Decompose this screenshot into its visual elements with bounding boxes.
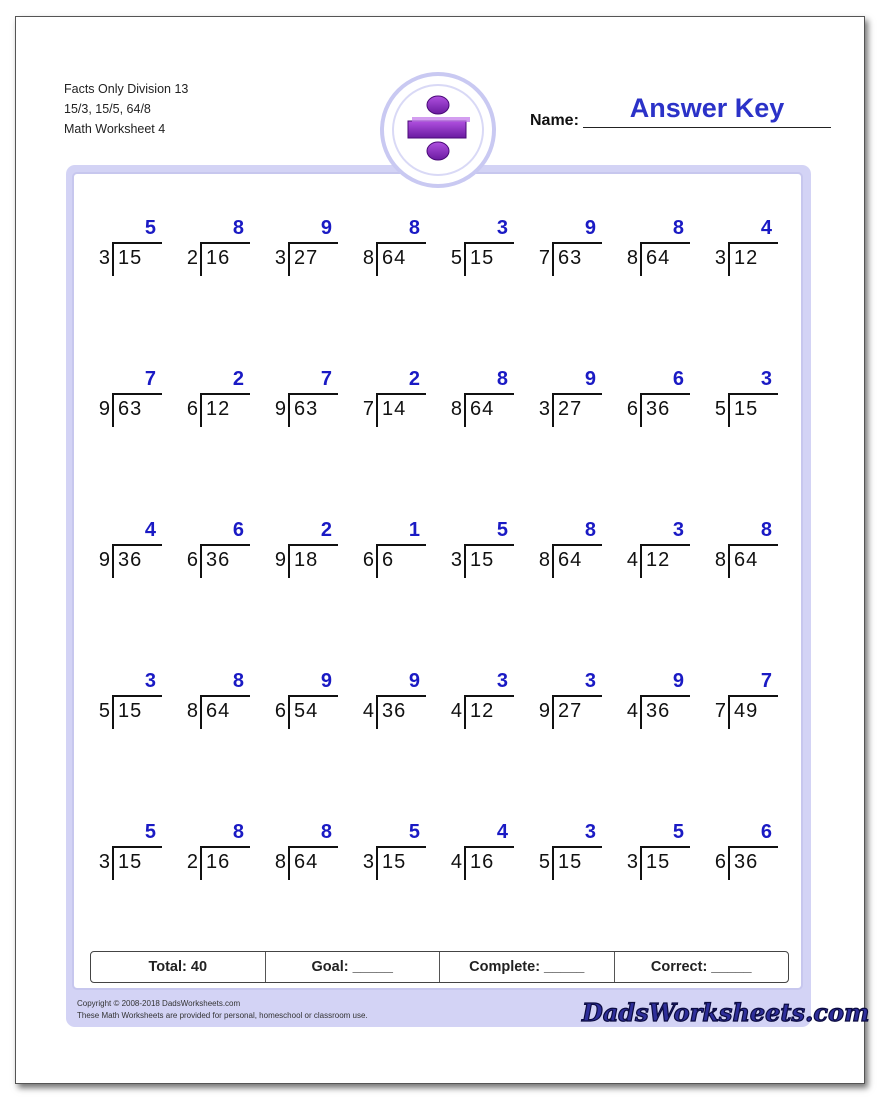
quotient-answer: 5 <box>496 519 508 541</box>
division-problem <box>268 670 338 730</box>
quotient-answer: 9 <box>320 670 332 692</box>
dividend: 54 <box>294 700 319 722</box>
dividend: 64 <box>382 247 407 269</box>
dividend: 64 <box>558 549 583 571</box>
quotient-answer: 5 <box>408 821 420 843</box>
divisor: 5 <box>538 851 550 873</box>
usage-notice: These Math Worksheets are provided for personal, homeschool or classroom use. <box>77 1011 368 1020</box>
division-problem <box>532 217 602 277</box>
quotient-answer: 7 <box>144 368 156 390</box>
dividend: 36 <box>734 851 759 873</box>
dividend: 15 <box>118 851 143 873</box>
division-problem <box>532 670 602 730</box>
division-problem <box>92 217 162 277</box>
quotient-answer: 8 <box>760 519 772 541</box>
division-problem <box>92 519 162 579</box>
divisor: 8 <box>362 247 374 269</box>
quotient-answer: 9 <box>408 670 420 692</box>
divisor: 5 <box>450 247 462 269</box>
division-problem <box>444 519 514 579</box>
division-problem <box>268 821 338 881</box>
division-problem <box>92 368 162 428</box>
quotient-answer: 3 <box>584 670 596 692</box>
dadsworksheets-logo <box>576 992 870 1032</box>
dividend: 27 <box>558 700 583 722</box>
divisor: 9 <box>98 398 110 420</box>
divisor: 8 <box>186 700 198 722</box>
copyright-line: Copyright © 2008-2018 DadsWorksheets.com <box>77 999 241 1008</box>
worksheet-page <box>15 16 870 1084</box>
division-problem <box>620 670 690 730</box>
divisor: 4 <box>362 700 374 722</box>
dividend: 15 <box>646 851 671 873</box>
division-problem <box>356 217 426 277</box>
division-problem <box>620 368 690 428</box>
division-problem <box>620 821 690 881</box>
divisor: 7 <box>714 700 726 722</box>
quotient-answer: 1 <box>408 519 420 541</box>
divisor: 7 <box>362 398 374 420</box>
divisor: 6 <box>626 398 638 420</box>
divisor: 9 <box>274 398 286 420</box>
dividend: 14 <box>382 398 407 420</box>
worksheet-number: Math Worksheet 4 <box>64 122 166 136</box>
division-problem <box>180 821 250 881</box>
quotient-answer: 4 <box>496 821 508 843</box>
dividend: 36 <box>206 549 231 571</box>
dividend: 27 <box>294 247 319 269</box>
quotient-answer: 8 <box>320 821 332 843</box>
quotient-answer: 3 <box>496 670 508 692</box>
division-problem <box>708 519 778 579</box>
division-problem <box>708 217 778 277</box>
divisor: 4 <box>450 700 462 722</box>
divisor: 9 <box>274 549 286 571</box>
division-problem <box>620 217 690 277</box>
dividend: 64 <box>646 247 671 269</box>
score-complete: Complete: _____ <box>440 952 615 982</box>
division-problem <box>180 519 250 579</box>
score-bar <box>90 951 789 983</box>
division-problem <box>268 368 338 428</box>
divisor: 6 <box>362 549 374 571</box>
divisor: 9 <box>98 549 110 571</box>
dividend: 16 <box>206 247 231 269</box>
answer-key-title: Answer Key <box>629 93 785 123</box>
divisor: 2 <box>186 247 198 269</box>
dividend: 36 <box>646 398 671 420</box>
divisor: 3 <box>714 247 726 269</box>
division-icon <box>402 90 474 170</box>
divisor: 3 <box>538 398 550 420</box>
dividend: 12 <box>734 247 759 269</box>
division-problem <box>92 821 162 881</box>
division-problem <box>532 368 602 428</box>
divisor: 4 <box>450 851 462 873</box>
dividend: 49 <box>734 700 759 722</box>
divisor: 7 <box>538 247 550 269</box>
quotient-answer: 8 <box>584 519 596 541</box>
division-problem <box>356 670 426 730</box>
quotient-answer: 9 <box>320 217 332 239</box>
logo-text: DadsWorksheets.com <box>582 998 870 1027</box>
division-problem <box>444 217 514 277</box>
quotient-answer: 7 <box>760 670 772 692</box>
quotient-answer: 5 <box>144 821 156 843</box>
quotient-answer: 8 <box>232 670 244 692</box>
division-problem <box>92 670 162 730</box>
quotient-answer: 5 <box>672 821 684 843</box>
dividend: 36 <box>646 700 671 722</box>
division-problem <box>180 670 250 730</box>
dividend: 6 <box>382 549 395 571</box>
quotient-answer: 8 <box>408 217 420 239</box>
divisor: 8 <box>538 549 550 571</box>
divisor: 3 <box>626 851 638 873</box>
dividend: 36 <box>118 549 143 571</box>
worksheet-header <box>64 79 188 139</box>
quotient-answer: 9 <box>584 217 596 239</box>
score-goal: Goal: _____ <box>266 952 441 982</box>
divisor: 5 <box>714 398 726 420</box>
division-problem <box>356 821 426 881</box>
divisor: 5 <box>98 700 110 722</box>
dividend: 12 <box>470 700 495 722</box>
dividend: 64 <box>470 398 495 420</box>
divisor: 2 <box>186 851 198 873</box>
division-problem <box>356 519 426 579</box>
quotient-answer: 5 <box>144 217 156 239</box>
dividend: 12 <box>646 549 671 571</box>
quotient-answer: 3 <box>584 821 596 843</box>
division-problem <box>356 368 426 428</box>
name-label: Name: <box>530 112 579 129</box>
quotient-answer: 2 <box>320 519 332 541</box>
score-correct: Correct: _____ <box>650 959 752 975</box>
divisor: 8 <box>714 549 726 571</box>
dividend: 63 <box>118 398 143 420</box>
divisor: 8 <box>274 851 286 873</box>
dividend: 15 <box>558 851 583 873</box>
quotient-answer: 8 <box>672 217 684 239</box>
divisor: 9 <box>538 700 550 722</box>
name-line <box>583 127 831 128</box>
dividend: 15 <box>470 247 495 269</box>
divisor: 3 <box>274 247 286 269</box>
dividend: 15 <box>734 398 759 420</box>
dividend: 12 <box>206 398 231 420</box>
dividend: 63 <box>294 398 319 420</box>
problem-area <box>72 172 803 990</box>
worksheet-title: Facts Only Division 13 <box>64 82 189 96</box>
quotient-answer: 8 <box>232 821 244 843</box>
division-badge <box>380 72 496 188</box>
dividend: 64 <box>206 700 231 722</box>
quotient-answer: 3 <box>496 217 508 239</box>
division-problem <box>620 519 690 579</box>
dividend: 36 <box>382 700 407 722</box>
division-problem <box>268 217 338 277</box>
quotient-answer: 3 <box>672 519 684 541</box>
division-problem <box>180 368 250 428</box>
division-problem <box>444 821 514 881</box>
divisor: 3 <box>98 247 110 269</box>
dividend: 15 <box>470 549 495 571</box>
dividend: 27 <box>558 398 583 420</box>
division-problem <box>532 519 602 579</box>
dividend: 64 <box>294 851 319 873</box>
quotient-answer: 3 <box>760 368 772 390</box>
division-problem <box>532 821 602 881</box>
divisor: 6 <box>714 851 726 873</box>
quotient-answer: 2 <box>232 368 244 390</box>
dividend: 64 <box>734 549 759 571</box>
dividend: 15 <box>118 700 143 722</box>
quotient-answer: 9 <box>672 670 684 692</box>
quotient-answer: 3 <box>144 670 156 692</box>
division-problem <box>708 368 778 428</box>
division-problem <box>268 519 338 579</box>
divisor: 3 <box>362 851 374 873</box>
quotient-answer: 6 <box>760 821 772 843</box>
copyright-notice <box>77 998 368 1022</box>
division-problem <box>444 368 514 428</box>
divisor: 6 <box>186 549 198 571</box>
divisor: 8 <box>450 398 462 420</box>
quotient-answer: 6 <box>672 368 684 390</box>
divisor: 4 <box>626 700 638 722</box>
dividend: 63 <box>558 247 583 269</box>
divisor: 6 <box>274 700 286 722</box>
quotient-answer: 8 <box>232 217 244 239</box>
quotient-answer: 4 <box>144 519 156 541</box>
quotient-answer: 8 <box>496 368 508 390</box>
quotient-answer: 9 <box>584 368 596 390</box>
division-problem <box>444 670 514 730</box>
divisor: 3 <box>450 549 462 571</box>
score-total: Total: 40 <box>91 952 266 982</box>
divisor: 4 <box>626 549 638 571</box>
problem-frame <box>66 165 811 1027</box>
quotient-answer: 4 <box>760 217 772 239</box>
division-problem <box>708 670 778 730</box>
dividend: 16 <box>470 851 495 873</box>
dividend: 16 <box>206 851 231 873</box>
divisor: 6 <box>186 398 198 420</box>
divisor: 3 <box>98 851 110 873</box>
divisor: 8 <box>626 247 638 269</box>
quotient-answer: 7 <box>320 368 332 390</box>
quotient-answer: 2 <box>408 368 420 390</box>
division-problem <box>708 821 778 881</box>
worksheet-subtitle: 15/3, 15/5, 64/8 <box>64 102 151 116</box>
dividend: 15 <box>118 247 143 269</box>
division-problem <box>180 217 250 277</box>
quotient-answer: 6 <box>232 519 244 541</box>
dividend: 18 <box>294 549 319 571</box>
dividend: 15 <box>382 851 407 873</box>
